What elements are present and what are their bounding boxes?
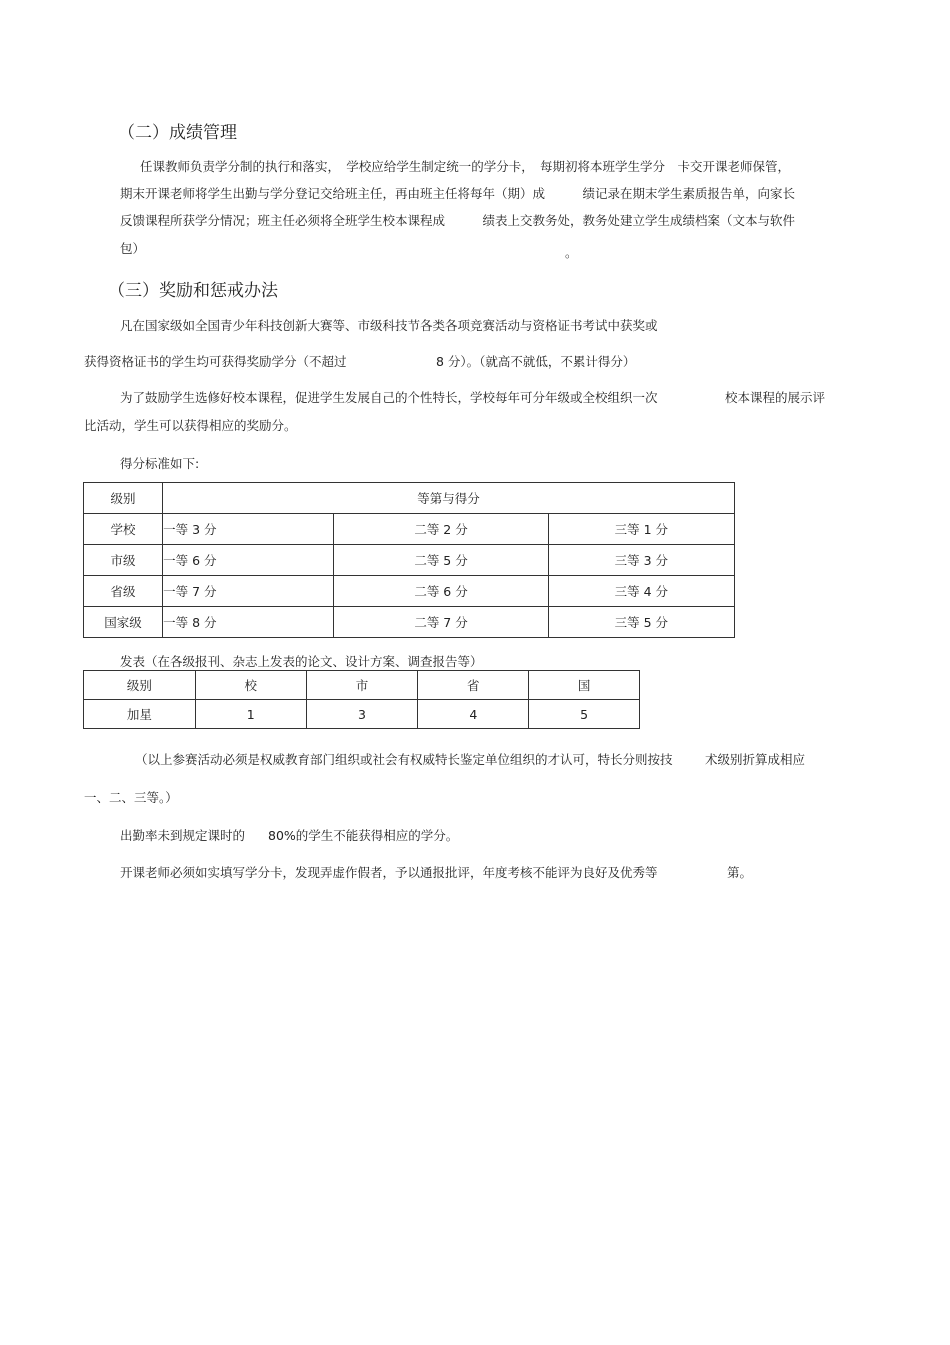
section-2-line-4: 包） bbox=[120, 241, 146, 256]
table-row bbox=[84, 700, 640, 729]
second-prize-cell: 二等 5 分 bbox=[334, 545, 548, 576]
header-level: 级别 bbox=[84, 483, 163, 514]
first-prize-cell: 一等 3 分 bbox=[163, 514, 334, 545]
third-prize-cell: 三等 4 分 bbox=[548, 576, 734, 607]
attendance-text-a: 出勤率未到规定课时的 bbox=[120, 828, 246, 843]
note-line-1b: 术级别折算成相应 bbox=[705, 752, 806, 767]
section-2-heading: （二）成绩管理 bbox=[118, 123, 237, 143]
section-2-line-2: 期末开课老师将学生出勤与学分登记交给班主任，再由班主任将每年（期）成 绩记录在期末学生素质报告单，向家长 bbox=[120, 186, 796, 201]
publish-value-province: 4 bbox=[418, 700, 529, 729]
publish-table-header bbox=[84, 671, 640, 700]
publish-row-label: 加星 bbox=[84, 700, 196, 729]
rewards-para-1-line-2a: 获得资格证书的学生均可获得奖励学分（不超过 bbox=[84, 354, 347, 369]
publish-header-national: 国 bbox=[529, 671, 640, 700]
attendance-text-b: 80%的学生不能获得相应的学分。 bbox=[268, 828, 459, 843]
table-row bbox=[84, 545, 735, 576]
teacher-text-a: 开课老师必须如实填写学分卡，发现弄虚作假者，予以通报批评，年度考核不能评为良好及优秀等 bbox=[120, 865, 658, 880]
second-prize-cell: 二等 2 分 bbox=[334, 514, 548, 545]
rewards-para-2-line-1b: 校本课程的展示评 bbox=[725, 390, 826, 405]
note-line-1a: （以上参赛活动必须是权威教育部门组织或社会有权威特长鉴定单位组织的才认可，特长分则按技 bbox=[135, 752, 673, 767]
second-prize-cell: 二等 7 分 bbox=[334, 607, 548, 638]
score-table-header bbox=[84, 483, 735, 514]
table-row bbox=[84, 607, 735, 638]
first-prize-cell: 一等 7 分 bbox=[163, 576, 334, 607]
row-level: 学校 bbox=[84, 514, 163, 545]
third-prize-cell: 三等 1 分 bbox=[548, 514, 734, 545]
section-2-line-3: 反馈课程所获学分情况；班主任必须将全班学生校本课程成 绩表上交教务处，教务处建立学生成绩档案（文本与软件 bbox=[120, 213, 796, 228]
table-row bbox=[84, 514, 735, 545]
publish-table bbox=[83, 670, 640, 729]
publish-label: 发表（在各级报刊、杂志上发表的论文、设计方案、调查报告等） bbox=[120, 654, 483, 669]
rewards-para-1-line-1: 凡在国家级如全国青少年科技创新大赛等、市级科技节各类各项竞赛活动与资格证书考试中获奖或 bbox=[120, 318, 658, 333]
row-level: 市级 bbox=[84, 545, 163, 576]
publish-value-national: 5 bbox=[529, 700, 640, 729]
section-2-line-5: 。 bbox=[565, 245, 578, 260]
first-prize-cell: 一等 8 分 bbox=[163, 607, 334, 638]
second-prize-cell: 二等 6 分 bbox=[334, 576, 548, 607]
rewards-para-2-line-2: 比活动，学生可以获得相应的奖励分。 bbox=[84, 418, 297, 433]
third-prize-cell: 三等 3 分 bbox=[548, 545, 734, 576]
first-prize-cell: 一等 6 分 bbox=[163, 545, 334, 576]
section-3-heading: （三）奖励和惩戒办法 bbox=[108, 281, 278, 301]
publish-header-school: 校 bbox=[195, 671, 306, 700]
publish-header-level: 级别 bbox=[84, 671, 196, 700]
header-grade-score: 等第与得分 bbox=[163, 483, 735, 514]
publish-value-city: 3 bbox=[306, 700, 418, 729]
table-row bbox=[84, 576, 735, 607]
rewards-para-1-line-2b: 8 分）。（就高不就低，不累计得分） bbox=[436, 354, 636, 369]
section-2-line-1: 任课教师负责学分制的执行和落实， 学校应给学生制定统一的学分卡， 每期初将本班学生学分 卡交开课老师保管， bbox=[140, 159, 791, 174]
score-table bbox=[83, 482, 735, 638]
row-level: 国家级 bbox=[84, 607, 163, 638]
third-prize-cell: 三等 5 分 bbox=[548, 607, 734, 638]
publish-header-province: 省 bbox=[418, 671, 529, 700]
row-level: 省级 bbox=[84, 576, 163, 607]
publish-header-city: 市 bbox=[306, 671, 418, 700]
publish-value-school: 1 bbox=[195, 700, 306, 729]
note-line-2: 一、二、三等。） bbox=[84, 790, 178, 805]
teacher-text-b: 第。 bbox=[727, 865, 753, 880]
rewards-para-2-line-1a: 为了鼓励学生选修好校本课程，促进学生发展自己的个性特长，学校每年可分年级或全校组织一次 bbox=[120, 390, 658, 405]
score-standard-label: 得分标准如下: bbox=[120, 456, 200, 471]
